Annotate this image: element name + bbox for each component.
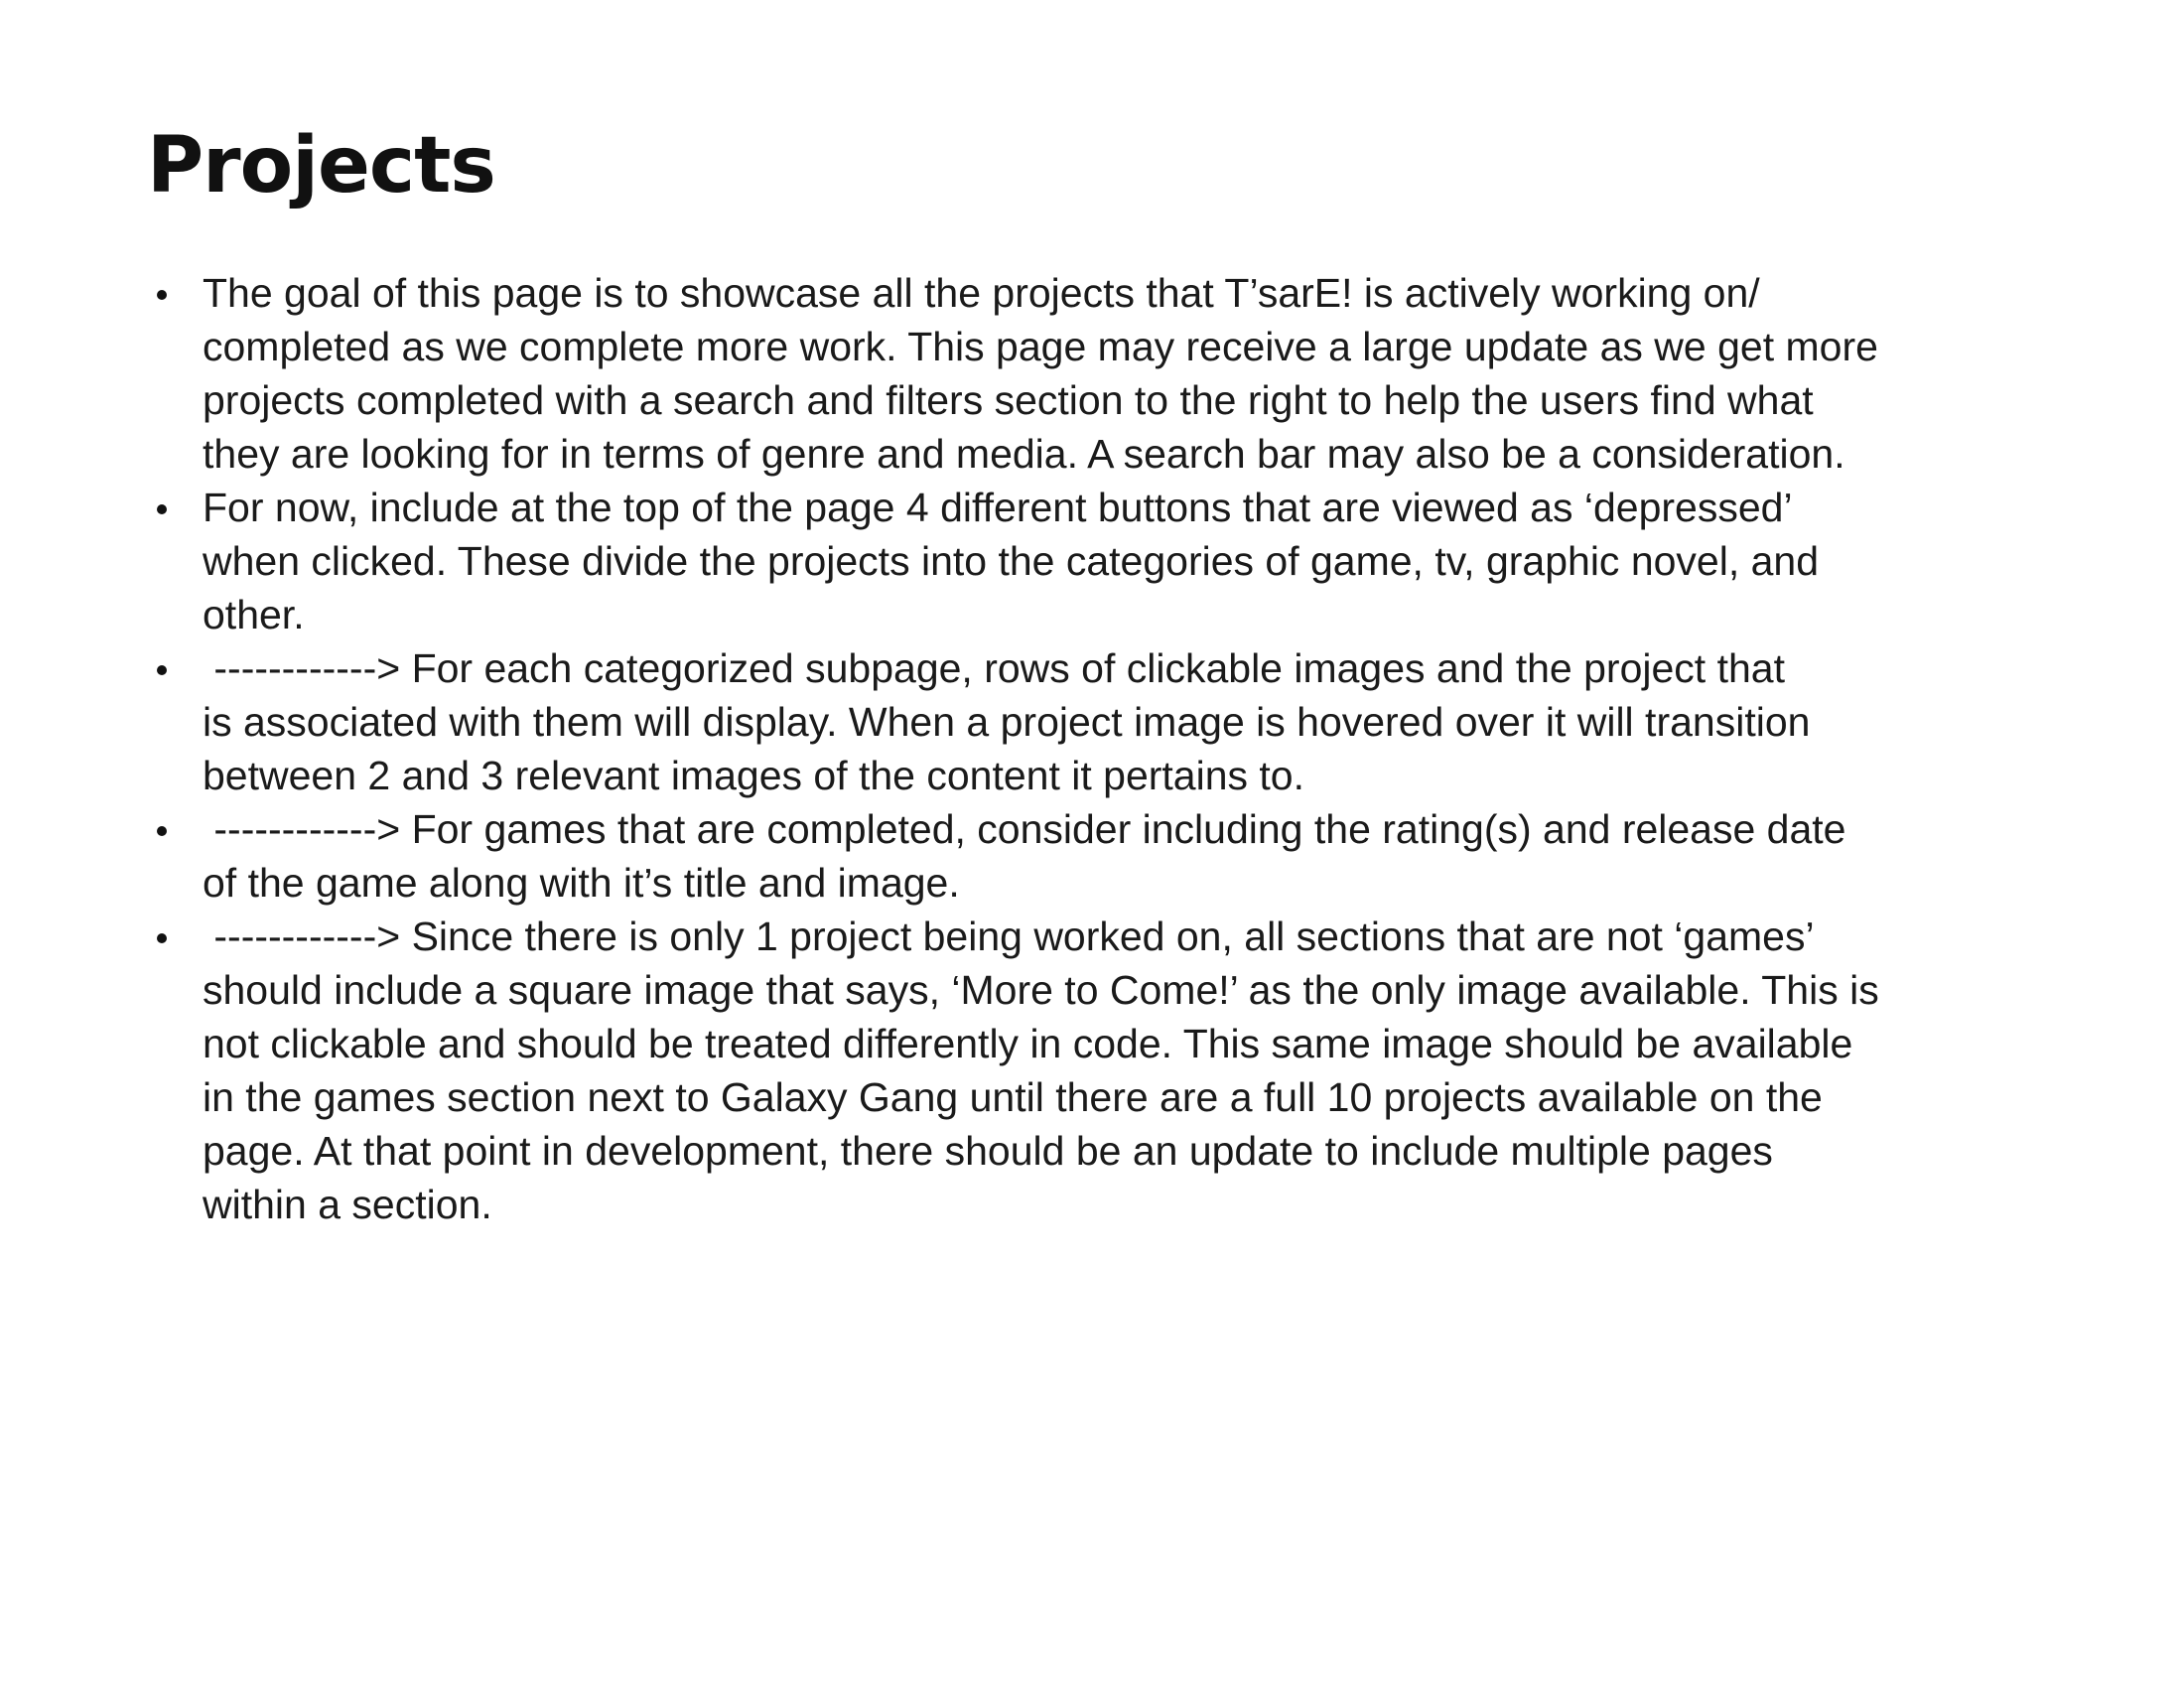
bullet-text-line: is associated with them will display. When a project image is hovered over it will transition xyxy=(203,699,1811,745)
bullet-point-icon xyxy=(157,933,167,943)
bullet-text-line: The goal of this page is to showcase all the projects that T’sarE! is actively working on/ xyxy=(203,270,1760,316)
bullet-text-line: in the games section next to Galaxy Gang until there are a full 10 projects available on the xyxy=(203,1074,1823,1120)
bullet-text-line: other. xyxy=(203,592,305,637)
bullet-point-icon xyxy=(157,826,167,836)
bullet-text-line: For now, include at the top of the page 4 different buttons that are viewed as ‘depressed’ xyxy=(203,485,1793,530)
bullet-item xyxy=(147,481,2093,641)
bullet-text-line: page. At that point in development, there should be an update to include multiple pages xyxy=(203,1128,1773,1174)
bullet-point-icon xyxy=(157,665,167,675)
bullet-text-line: between 2 and 3 relevant images of the content it pertains to. xyxy=(203,753,1304,798)
bullet-text-line: should include a square image that says, ‘More to Come!’ as the only image available. This is xyxy=(203,967,1879,1013)
bullet-text-line: when clicked. These divide the projects into the categories of game, tv, graphic novel, and xyxy=(203,538,1820,584)
bullet-text-line: within a section. xyxy=(203,1182,492,1227)
bullet-item xyxy=(147,802,2093,910)
bullet-point-icon xyxy=(157,504,167,514)
bullet-text-line: ------------> Since there is only 1 project being worked on, all sections that are not ‘games’ xyxy=(203,914,1815,959)
bullet-text-line: of the game along with it’s title and image. xyxy=(203,860,960,906)
bullet-point-icon xyxy=(157,290,167,300)
bullet-item xyxy=(147,910,2093,1231)
bullet-item xyxy=(147,266,2093,481)
bullet-text-line: they are looking for in terms of genre and media. A search bar may also be a consideration. xyxy=(203,431,1845,477)
bullet-item xyxy=(147,641,2093,802)
bullet-text-line: completed as we complete more work. This page may receive a large update as we get more xyxy=(203,324,1878,369)
bullet-list xyxy=(147,266,2093,1231)
page-title: Projects xyxy=(147,121,495,211)
bullet-text-line: ------------> For games that are completed, consider including the rating(s) and release date xyxy=(203,806,1846,852)
bullet-text-line: ------------> For each categorized subpage, rows of clickable images and the project that xyxy=(203,645,1785,691)
bullet-text-line: projects completed with a search and filters section to the right to help the users find what xyxy=(203,377,1814,423)
bullet-text-line: not clickable and should be treated differently in code. This same image should be available xyxy=(203,1021,1853,1066)
